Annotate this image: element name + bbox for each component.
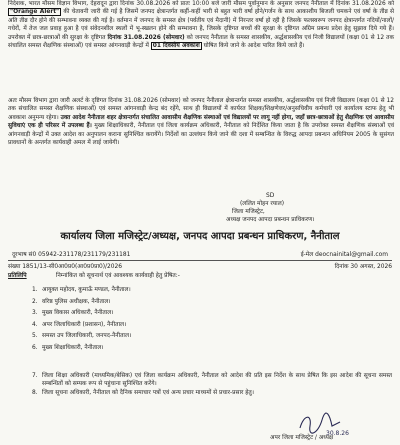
- list-item: 8. जिला सूचना अधिकारी, नैनीताल को दैनिक समाचार पत्रों एवं अन्य प्रचार माध्यमों से प्रचार-प्रसार हेतु।: [32, 389, 254, 396]
- list-item: 5. समस्त उप जिलाधिकारी, जनपद-नैनीताल।: [32, 333, 132, 339]
- copy-label: प्रतिलिपि: [8, 273, 27, 279]
- list-item: 7. जिला शिक्षा अधिकारी (माध्यमिक/बेसिक) एवं जिला कार्यक्रम अधिकारी, नैनीताल को आदेश की प्रति इस निर्देश के साथ प्रेषित कि इस आदेश की सूचना समस्त सम्बन्धितों को सम्यक रूप से पहुंचाना सुनिश्चित करेंगे।: [32, 373, 392, 388]
- list-item: 4. अपर जिलाधिकारी (प्रशासन), नैनीताल।: [32, 321, 127, 328]
- list-item: 1. आयुक्त महोदय, कुमाऊँ मण्डल, नैनीताल।: [32, 287, 131, 293]
- notice-paragraph-2: [8, 97, 394, 147]
- list-item: 2. वरिष्ठ पुलिस अधीक्षक, नैनीताल।: [32, 298, 111, 305]
- holiday-phrase: 01 दिवसीय अवकाश: [152, 43, 200, 50]
- list-item: 6. मुख्य शिक्षाधिकारी, नैनीताल।: [32, 344, 104, 351]
- office-title: कार्यालय जिला मजिस्ट्रेट/अध्यक्ष, जनपद आपदा प्रबन्धन प्राधिकरण, नैनीताल: [60, 231, 340, 242]
- signatory-name: (ललित मोहन रयाल): [240, 201, 285, 207]
- signature-block: [226, 192, 394, 224]
- orange-alert-label: "Orange Alert": [10, 9, 60, 16]
- reference-date: दिनांक 30 अगस्त, 2026: [334, 264, 392, 270]
- para1-end: को जनपद नैनीताल के समस्त शासकीय, अर्द्धशासकीय एवं निजी विद्यालयों (कक्षा 01 से 12 तक संचालित समस्त शैक्षणिक संस्थाओं) एवं समस्त आंगनवाड़ी केन्द्रों में: [8, 34, 394, 50]
- office-header: [0, 230, 400, 244]
- para1-pre: निदेशक, भारत मौसम विज्ञान विभाग, देहरादून द्वारा दिनांक 30.08.2026 को प्रातः 10:00 बजे जारी मौसम पूर्वानुमान के अनुसार जनपद नैनीताल में दिनांक 31.08.2026 को: [8, 1, 394, 7]
- signatory-role1: जिला मजिस्ट्रेट,: [232, 209, 265, 215]
- para1-post: की चेतावनी जारी की गई है जिसमें जनपद क्षेत्रान्तर्गत कहीं-कहीं भारी से बहुत भारी वर्षा होने/गर्जन के साथ आकाशीय बिजली चमकने एवं वर्षा के तीव्र से अति तीव्र दौर होने की सम्भावना व्यक्त की गई है। वर्तमान में जनपद के समस्त क्षेत्र (पर्वतीय एवं मैदानी) में निरन्तर वर्षा हो रही है जिसके फलस्वरूप जनपद क्षेत्रान्तर्गत नदियों/नालों/गधेरों, में तेज जल प्रवाह हुआ है एवं संवेदनशील स्थलों में भू-स्खलन होने की सम्भावना है, जिसके दृष्टिगत बच्चों की सुरक्षा के दृष्टिगत अग्रिम प्रबन्ध प्रदेश हेतु सुझाव दिये गये हैं। उपरोक्त में छात्र-छात्राओं की सुरक्षा के दृष्टिगत: [8, 9, 395, 41]
- contact-line: [12, 251, 388, 260]
- para1-close: घोषित किये जाने के आदेश पारित किये जाते हैं।: [203, 43, 305, 50]
- reference-number: संख्या 1851/13-सी0आ0प्र0(आ0प्र0प्रा0)/2026: [8, 264, 123, 270]
- closing-designation: अपर जिला मजिस्ट्रेट / अध्यक्ष: [270, 435, 334, 441]
- para3: मुख्य शिक्षाधिकारी, नैनीताल एवं जिला कार्यक्रम अधिकारी, नैनीताल को निर्देशित किया जाता है कि उपरोक्त समस्त शैक्षणिक संस्थाओं एवं आंगनवाड़ी केन्द्रों में उक्त आदेश का अनुपालन कराना सुनिश्चित करायेंगे। निर्देशों का उल्लंघन किये जाने की दशा में सम्बन्धित के विरुद्ध आपदा प्रबन्धन अधिनियम 2005 के सुसंगत प्रावधानों के अन्तर्गत कार्यवाही अमल में लाई जायेगी।: [8, 123, 395, 147]
- list-item: 3. मुख्य विकास अधिकारी, नैनीताल।: [32, 310, 114, 316]
- recipient-list: [32, 285, 390, 354]
- signature-sd: SD: [266, 193, 275, 199]
- para2: अतः मौसम विभाग द्वारा जारी अलर्ट के दृष्टिगत दिनांक 31.08.2026 (सोमवार) को जनपद नैनीताल क्षेत्रान्तर्गत समस्त शासकीय, अर्द्धशासकीय एवं निजी विद्यालय (कक्षा 01 से 12 तक संचालित समस्त शैक्षणिक संस्थाओं) एवं समस्त आंगनवाड़ी केन्द्र बंद रहेंगे, साथ ही विद्यालयों में कार्यरत शिक्षक/शिक्षणेत्तर/अनुसचिवीय कर्मचारी एवं कार्यालय स्टाफ हेतु भी अवकाश अनुमन्य रहेगा।: [8, 98, 394, 121]
- recipient-list-continued: [32, 372, 392, 397]
- copy-intro: निम्नांकित को सूचनार्थ एवं आवश्यक कार्यवाही हेतु प्रेषित:-: [56, 273, 180, 279]
- phone-number: दूरभाष सं0 05942-231178/231179/231181: [12, 252, 131, 258]
- date-phrase: दिनांक 31.08.2026 (सोमवार): [107, 34, 185, 41]
- header-divider: [8, 260, 392, 261]
- sign-date: 30.8.26: [326, 430, 349, 437]
- order-bold: उक्त आदेश नैनीताल शहर क्षेत्रान्तर्गत संचालित आवासीय शैक्षणिक संस्थाओं एवं विद्यालयों पर लागू नहीं होगा, जहाँ छात्र-छात्राओं हेतु शैक्षणिक एवं आवासीय सुविधाएं एक ही परिसर में उपलब्ध हैं।: [8, 114, 395, 130]
- email-address: ई-मेल deocnainital@gmail.com: [300, 252, 388, 258]
- signatory-role2: अध्यक्ष जनपद आपदा प्रबन्धन प्राधिकरण।: [226, 217, 315, 223]
- notice-paragraph-1: [8, 0, 394, 50]
